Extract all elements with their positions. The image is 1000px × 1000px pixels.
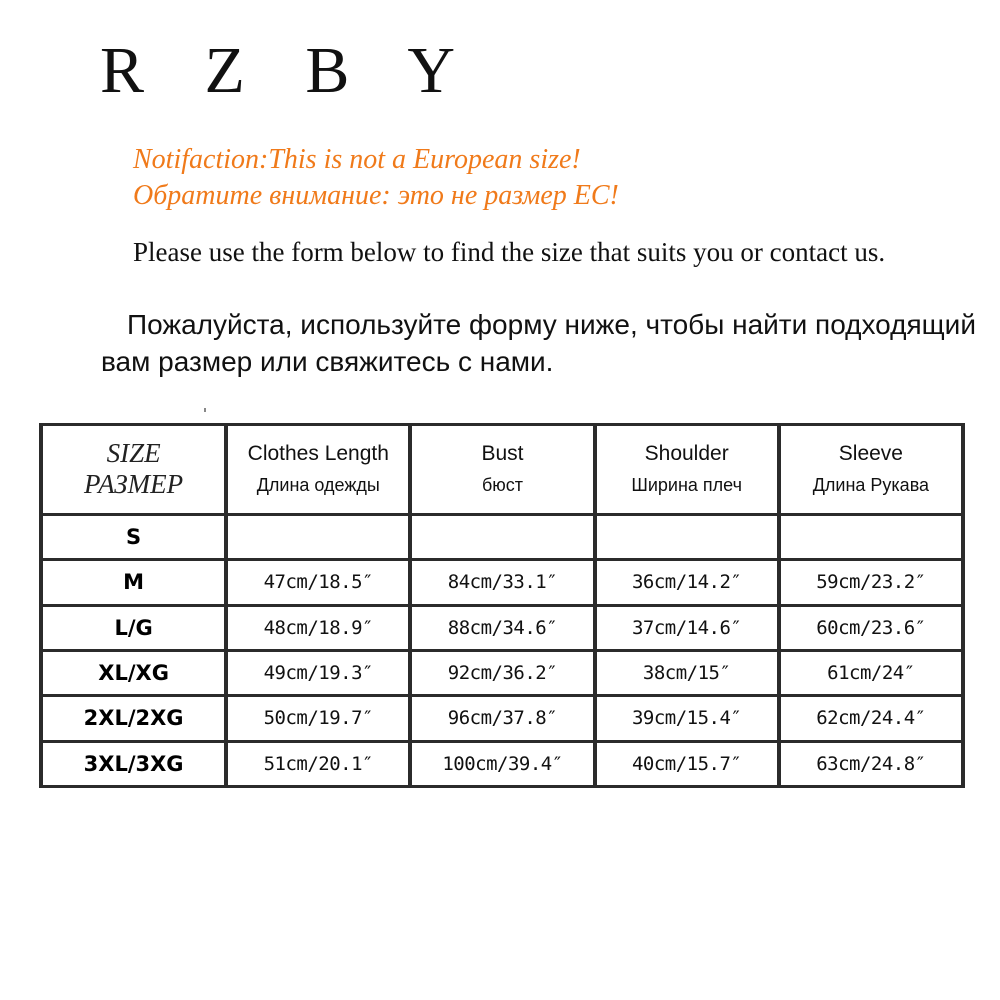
bust-value: 100cm/39.4″ xyxy=(442,752,563,775)
table-cell xyxy=(597,743,777,785)
instructions-english: Please use the form below to find the size that suits you or contact us. xyxy=(133,237,886,267)
clothes-length-value: 51cm/20.1″ xyxy=(263,752,373,775)
table-row xyxy=(43,652,961,694)
size-label: 3XL/3XG xyxy=(83,751,184,776)
table-cell xyxy=(228,697,408,739)
shoulder-value: 36cm/14.2″ xyxy=(631,571,742,594)
table-cell xyxy=(412,561,592,603)
table-cell xyxy=(412,652,592,694)
size-label-cell xyxy=(43,697,224,739)
sleeve-value: 59cm/23.2″ xyxy=(816,571,926,594)
column-header-label-ru: бюст xyxy=(481,475,524,496)
column-header-sleeve xyxy=(781,426,961,513)
sleeve-value: 61cm/24″ xyxy=(827,662,915,685)
table-cell xyxy=(781,607,961,649)
table-cell xyxy=(781,697,961,739)
table-cell xyxy=(228,516,408,558)
table-cell xyxy=(228,607,408,649)
table-row xyxy=(43,607,961,649)
column-header-label-en: Shoulder xyxy=(644,442,729,466)
shoulder-value: 39cm/15.4″ xyxy=(631,707,742,730)
table-cell xyxy=(597,652,777,694)
column-header-label-en: Bust xyxy=(481,442,524,466)
table-cell xyxy=(412,697,592,739)
table-cell xyxy=(412,516,592,558)
table-cell xyxy=(781,652,961,694)
sleeve-value: 63cm/24.8″ xyxy=(816,752,926,775)
size-label: M xyxy=(123,570,145,595)
size-label-cell xyxy=(43,743,224,785)
table-cell xyxy=(781,516,961,558)
table-cell xyxy=(597,697,777,739)
sleeve-value: 60cm/23.6″ xyxy=(816,616,926,639)
sleeve-value: 62cm/24.4″ xyxy=(816,707,926,730)
table-cell xyxy=(228,561,408,603)
size-label: S xyxy=(126,525,142,549)
column-header-label-en: Clothes Length xyxy=(247,442,389,466)
column-header-bust xyxy=(412,426,592,513)
divider-mark xyxy=(204,408,206,412)
table-row xyxy=(43,743,961,785)
column-header-label-ru: Ширина плеч xyxy=(631,475,742,496)
brand-logo: R Z B Y xyxy=(100,34,478,107)
size-header-en: SIZE xyxy=(106,438,161,469)
size-label: XL/XG xyxy=(98,661,169,686)
column-header-label-ru: Длина Рукава xyxy=(812,475,930,496)
clothes-length-value: 47cm/18.5″ xyxy=(263,571,373,594)
table-cell xyxy=(781,561,961,603)
size-label-cell xyxy=(43,516,224,558)
bust-value: 84cm/33.1″ xyxy=(447,571,558,594)
table-cell xyxy=(228,652,408,694)
clothes-length-value: 50cm/19.7″ xyxy=(263,707,373,730)
instructions-russian: Пожалуйста, используйте форму ниже, чтобы найти подходящий вам размер или свяжитесь с нами. xyxy=(101,309,976,377)
table-cell xyxy=(412,607,592,649)
notice-english: Notifaction:This is not a European size! xyxy=(133,144,581,175)
table-cell xyxy=(228,743,408,785)
size-label-cell xyxy=(43,652,224,694)
column-header-shoulder xyxy=(597,426,777,513)
column-header-label-en: Sleeve xyxy=(838,442,903,466)
table-header-row xyxy=(43,426,961,513)
size-label-cell xyxy=(43,607,224,649)
table-cell xyxy=(597,561,777,603)
table-row xyxy=(43,697,961,739)
column-header-label-ru: Длина одежды xyxy=(256,475,380,496)
shoulder-value: 40cm/15.7″ xyxy=(631,752,742,775)
table-cell xyxy=(597,607,777,649)
size-chart-table xyxy=(39,423,965,788)
bust-value: 88cm/34.6″ xyxy=(447,616,558,639)
table-row xyxy=(43,561,961,603)
size-label-cell xyxy=(43,561,224,603)
bust-value: 96cm/37.8″ xyxy=(447,707,558,730)
table-cell xyxy=(412,743,592,785)
size-label: 2XL/2XG xyxy=(83,706,184,731)
clothes-length-value: 49cm/19.3″ xyxy=(263,662,373,685)
table-cell xyxy=(781,743,961,785)
clothes-length-value: 48cm/18.9″ xyxy=(263,616,373,639)
table-row xyxy=(43,516,961,558)
column-header-clothes-length xyxy=(228,426,408,513)
shoulder-value: 38cm/15″ xyxy=(642,662,731,685)
size-label: L/G xyxy=(114,615,153,640)
bust-value: 92cm/36.2″ xyxy=(447,662,558,685)
notice-russian: Обратите внимание: это не размер ЕС! xyxy=(133,180,619,211)
shoulder-value: 37cm/14.6″ xyxy=(631,616,742,639)
size-header-ru: РАЗМЕР xyxy=(84,469,184,500)
table-cell xyxy=(597,516,777,558)
size-column-header xyxy=(43,426,224,513)
